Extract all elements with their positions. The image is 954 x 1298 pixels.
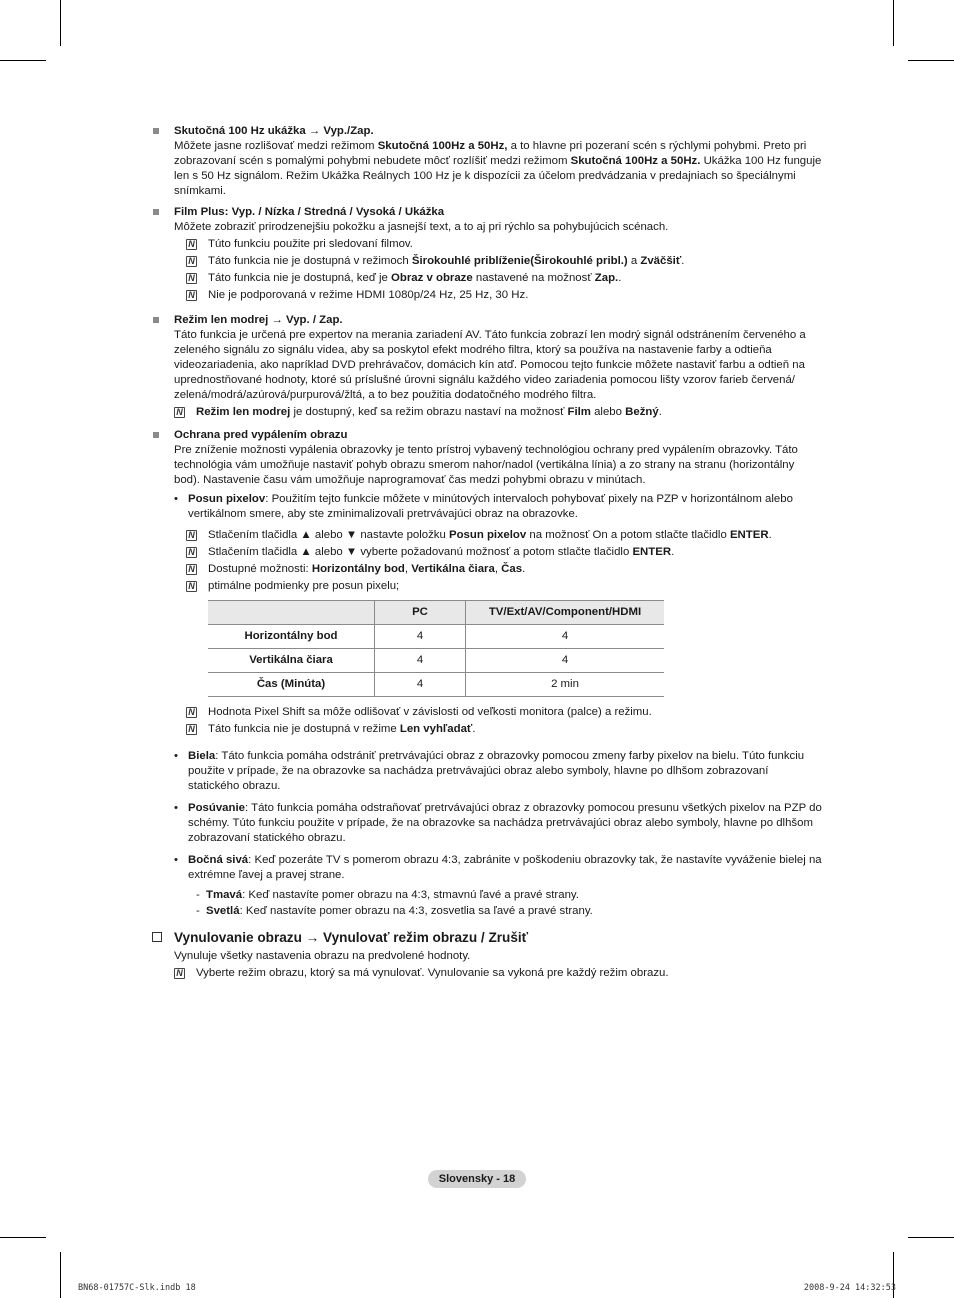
table-row	[208, 673, 664, 697]
section-reset	[152, 949, 822, 981]
note-icon: N	[186, 581, 197, 592]
note-icon: N	[174, 407, 185, 418]
section-film-plus	[152, 205, 822, 303]
table-cell: 4	[466, 649, 665, 673]
square-bullet-icon	[153, 432, 159, 438]
note: N Túto funkciu použite pri sledovaní filmov.	[174, 237, 822, 252]
table-header-row	[208, 601, 664, 625]
table-header-cell: TV/Ext/AV/Component/HDMI	[466, 601, 665, 625]
table-row	[208, 649, 664, 673]
crop-mark	[0, 1237, 46, 1238]
note-icon: N	[186, 239, 197, 250]
section-heading: Skutočná 100 Hz ukážka → Vyp./Zap.	[174, 125, 374, 137]
page-content	[152, 124, 822, 981]
section-body: Vynuluje všetky nastavenia obrazu na predvolené hodnoty.	[174, 950, 471, 962]
section-body: Táto funkcia je určená pre expertov na merania zariadení AV. Táto funkcia zobrazí len modrý signál odstránením červeného a zeleného signálu zo signálu videa, aby sa poskytol efekt modrého filtra, ktorý sa používa na nastavenie farby a odtieňa videozariadenia, ako napríklad DVD prehrávačov, domácich kín atď. Pomocou tejto funkcie môžete nastaviť farbu a odtieň na uprednostňované hodnoty, ktoré sú príslušné úrovni signálu každého video zariadenia pomocou lišty vzorov farieb červená/ zelená/modrá/azúrová/purpurová/žltá, a to bez použitia dodatočného modrého filtra.	[174, 329, 806, 401]
note: N Vyberte režim obrazu, ktorý sa má vynulovať. Vynulovanie sa vykoná pre každý režim obrazu.	[174, 966, 822, 981]
table-row-header: Horizontálny bod	[208, 625, 375, 649]
note: N Táto funkcia nie je dostupná v režime Len vyhľadať.	[174, 722, 822, 737]
crop-mark	[0, 60, 46, 61]
table-header-cell	[208, 601, 375, 625]
section-true-100hz	[152, 124, 822, 199]
note: N Táto funkcia nie je dostupná, keď je Obraz v obraze nastavené na možnosť Zap..	[174, 271, 822, 286]
note-icon: N	[186, 564, 197, 575]
table-cell: 4	[466, 625, 665, 649]
section-heading: Ochrana pred vypálením obrazu	[174, 429, 348, 441]
note-icon: N	[186, 707, 197, 718]
note: N Stlačením tlačidla ▲ alebo ▼ vyberte požadovanú možnosť a potom stlačte tlačidlo ENTER.	[174, 545, 822, 560]
dash-item-dark: - Tmavá: Keď nastavíte pomer obrazu na 4:3, stmavnú ľavé a pravé strany.	[196, 889, 579, 901]
table-row-header: Čas (Minúta)	[208, 673, 375, 697]
square-bullet-icon	[153, 128, 159, 134]
note-icon: N	[186, 547, 197, 558]
note: N ptimálne podmienky pre posun pixelu;	[174, 579, 822, 594]
page-number-badge: Slovensky - 18	[428, 1170, 526, 1188]
checkbox-square-icon	[152, 932, 162, 942]
bullet-pixel-shift: • Posun pixelov: Použitím tejto funkcie môžete v minútových intervaloch pohybovať pixely na PZP v horizontálnom alebo vertikálnom smere, aby ste zminimalizovali pretrvávajúci obraz na obrazovke.	[174, 493, 793, 520]
note: N Nie je podporovaná v režime HDMI 1080p/24 Hz, 25 Hz, 30 Hz.	[174, 288, 822, 303]
table-cell: 4	[375, 649, 466, 673]
bullet-side-gray: • Bočná sivá: Keď pozeráte TV s pomerom obrazu 4:3, zabránite v poškodeniu obrazovky tak, že nastavíte vyváženie bielej na extrémne ľavej a pravej strane.	[174, 854, 822, 881]
note: N Stlačením tlačidla ▲ alebo ▼ nastavte položku Posun pixelov na možnosť On a potom stlačte tlačidlo ENTER.	[174, 528, 822, 543]
bullet-scrolling: • Posúvanie: Táto funkcia pomáha odstraňovať pretrvávajúci obraz z obrazovky pomocou presunu všetkých pixelov na PZP do schémy. Túto funkciu použite v prípade, že na obrazovke sa nachádza pretrvávajúci obraz alebo symboly, hlavne po dlhšom zobrazovaní statického obrazu.	[174, 802, 822, 844]
footer-file-info: BN68-01757C-Slk.indb 18	[78, 1283, 196, 1293]
note-icon: N	[186, 273, 197, 284]
section-body: Môžete zobraziť prirodzenejšiu pokožku a jasnejší text, a to aj pri rýchlo sa pohybujúcich scénach.	[174, 221, 669, 233]
crop-mark	[60, 1252, 61, 1298]
table-cell: 4	[375, 625, 466, 649]
section-heading: Film Plus: Vyp. / Nízka / Stredná / Vysoká / Ukážka	[174, 206, 445, 218]
crop-mark	[60, 0, 61, 46]
section-blue-only	[152, 313, 822, 420]
note: N Dostupné možnosti: Horizontálny bod, Vertikálna čiara, Čas.	[174, 562, 822, 577]
dash-item-light: - Svetlá: Keď nastavíte pomer obrazu na 4:3, zosvetlia sa ľavé a pravé strany.	[196, 905, 593, 917]
note-icon: N	[174, 968, 185, 979]
bullet-white: • Biela: Táto funkcia pomáha odstrániť pretrvávajúci obraz z obrazovky pomocou zmeny farby pixelov na bielu. Túto funkciu použite v prípade, že na obrazovke sa nachádza pretrvávajúci obraz alebo symboly, hlavne po dlhšom zobrazovaní statického obrazu.	[174, 750, 805, 792]
square-bullet-icon	[153, 209, 159, 215]
note: N Hodnota Pixel Shift sa môže odlišovať v závislosti od veľkosti monitora (palce) a režimu.	[174, 705, 822, 720]
crop-mark	[893, 0, 894, 46]
note: N Táto funkcia nie je dostupná v režimoch Širokouhlé priblíženie(Širokouhlé pribl.) a Zväčšiť.	[174, 254, 822, 269]
square-bullet-icon	[153, 317, 159, 323]
table-row	[208, 625, 664, 649]
table-cell: 2 min	[466, 673, 665, 697]
note-icon: N	[186, 724, 197, 735]
section-heading: Režim len modrej → Vyp. / Zap.	[174, 314, 343, 326]
section-body: Pre zníženie možnosti vypálenia obrazovky je tento prístroj vybavený technológiou ochrany pred vypálením obrazovky. Táto technológia vám umožňuje nastaviť pohyb obrazu smerom nahor/nadol (vertikálna línia) a zo strany na stranu (horizontálny bod). Nastavenie času vám umožňuje naprogramovať čas medzi pohybmi obrazu v minútach.	[174, 444, 798, 486]
table-row-header: Vertikálna čiara	[208, 649, 375, 673]
crop-mark	[908, 1237, 954, 1238]
crop-mark	[908, 60, 954, 61]
section-burn-protection	[152, 428, 822, 919]
footer-timestamp: 2008-9-24 14:32:53	[803, 1283, 896, 1293]
pixel-shift-table	[208, 600, 664, 697]
note-icon: N	[186, 530, 197, 541]
note-icon: N	[186, 290, 197, 301]
table-cell: 4	[375, 673, 466, 697]
table-header-cell: PC	[375, 601, 466, 625]
section-reset-heading: Vynulovanie obrazu → Vynulovať režim obrazu / Zrušiť	[152, 929, 822, 947]
note: N Režim len modrej je dostupný, keď sa režim obrazu nastaví na možnosť Film alebo Bežný.	[174, 405, 822, 420]
section-body: Môžete jasne rozlišovať medzi režimom Skutočná 100Hz a 50Hz, a to hlavne pri pozeraní scén s rýchlymi pohybmi. Preto pri zobrazovaní scén s pomalými pohybmi nebudete môcť rozlíšiť medzi režimom Skutočná 100Hz a 50Hz. Ukážka 100 Hz funguje len s 50 Hz signálom. Režim Ukážka Reálnych 100 Hz je k dispozícii za účelom predvádzania v predajniach so špeciálnymi snímkami.	[174, 140, 822, 197]
note-icon: N	[186, 256, 197, 267]
